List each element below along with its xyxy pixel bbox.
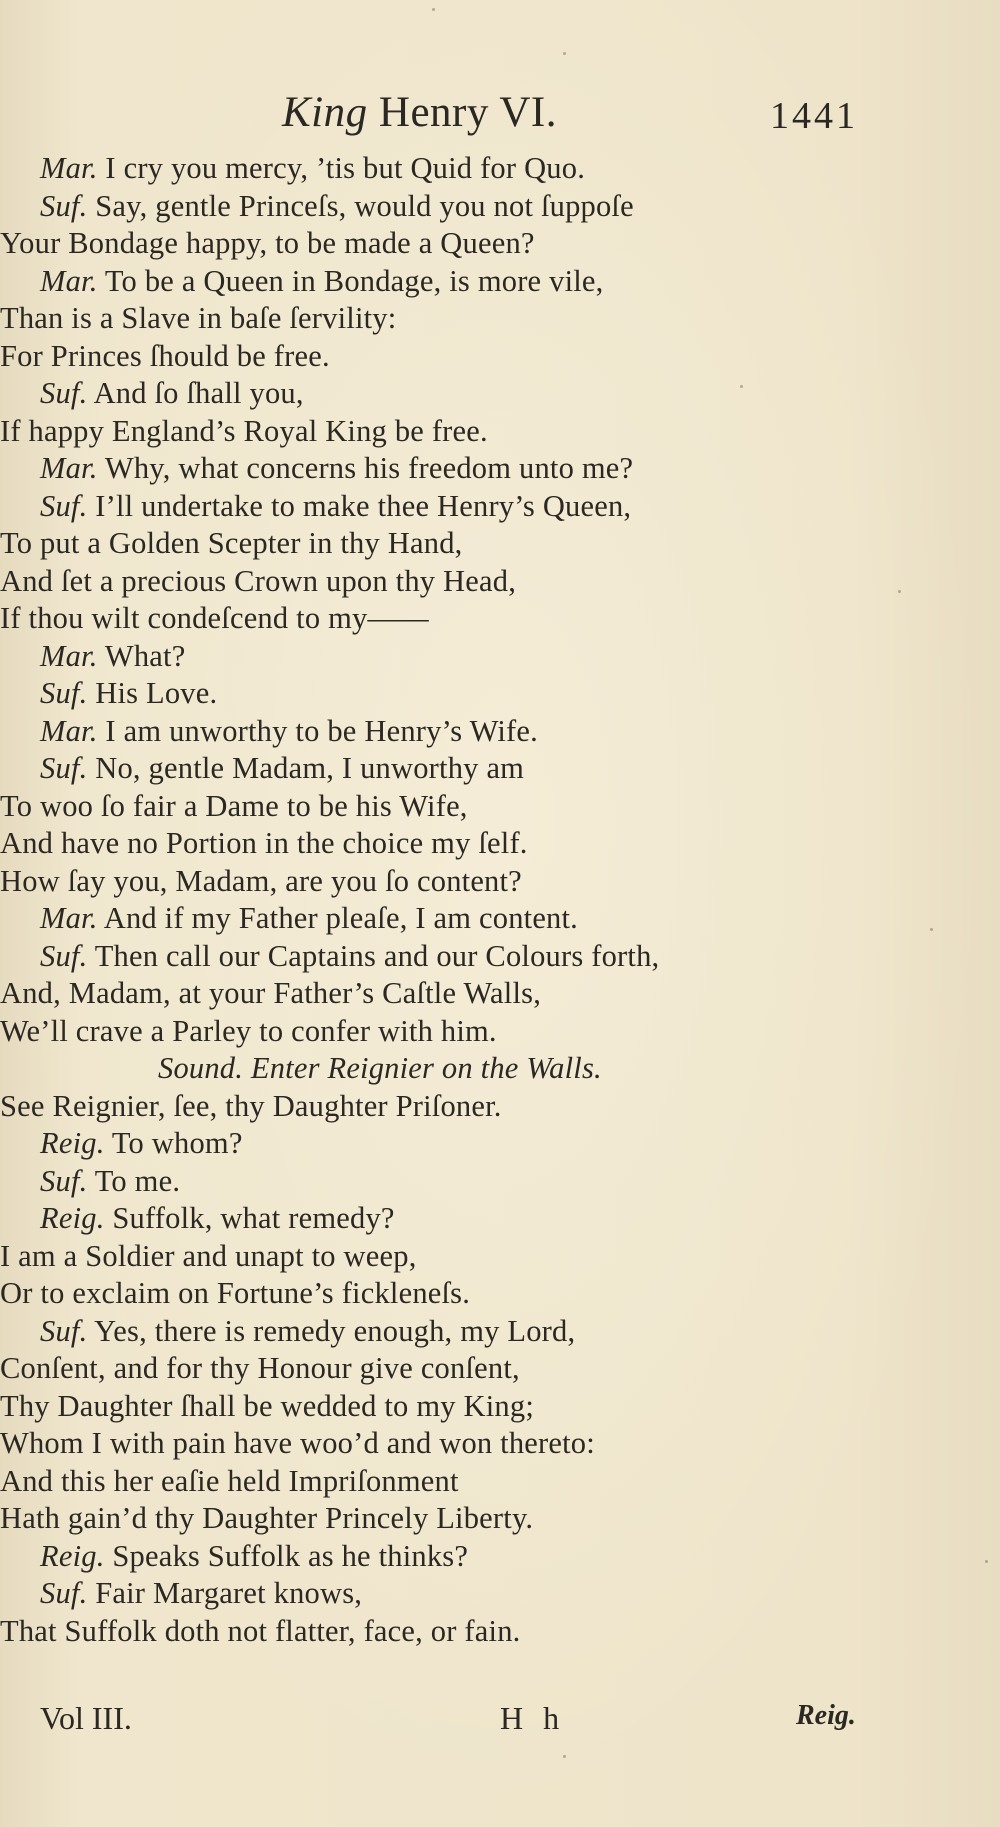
- line-text: Whom I with pain have woo’d and won thereto:: [0, 1426, 595, 1460]
- verse-line: [0, 1613, 1000, 1651]
- signature-mark: H h: [500, 1700, 566, 1736]
- verse-line: [0, 675, 1000, 713]
- line-text: Speaks Suffolk as he thinks?: [112, 1538, 469, 1573]
- line-text: To put a Golden Scepter in thy Hand,: [0, 526, 463, 560]
- line-text: Hath gain’d thy Daughter Princely Liberty.: [0, 1501, 534, 1535]
- verse-line: [0, 975, 1000, 1013]
- verse-line: [0, 825, 1000, 863]
- verse-line: [0, 1200, 1000, 1238]
- line-text: Then call our Captains and our Colours forth,: [94, 938, 660, 973]
- speaker-prefix: Suf.: [40, 1313, 88, 1348]
- line-text: To whom?: [111, 1126, 243, 1160]
- speaker-prefix: Suf.: [40, 1163, 88, 1198]
- verse-line: [0, 900, 1000, 938]
- line-text: How ſay you, Madam, are you ſo content?: [0, 863, 522, 898]
- line-text: Sound. Enter Reignier on the Walls.: [158, 1051, 602, 1085]
- line-text: Thy Daughter ſhall be wedded to my King;: [0, 1388, 535, 1423]
- line-text: Why, what concerns his freedom unto me?: [104, 451, 634, 485]
- speaker-prefix: Mar.: [40, 263, 98, 298]
- verse-line: [0, 150, 1000, 188]
- line-text: And have no Portion in the choice my ſelf.: [0, 826, 528, 860]
- verse-line: [0, 863, 1000, 901]
- line-text: To woo ſo fair a Dame to be his Wife,: [0, 788, 468, 823]
- line-text: What?: [104, 638, 186, 673]
- page-number: 1441: [770, 95, 858, 137]
- speaker-prefix: Suf.: [40, 938, 88, 973]
- line-text: I cry you mercy, ’tis but Quid for Quo.: [105, 151, 586, 185]
- line-text: Or to exclaim on Fortune’s fickleneſs.: [0, 1276, 471, 1310]
- verse-line: [0, 1500, 1000, 1538]
- line-text: Suffolk, what remedy?: [112, 1201, 395, 1235]
- line-text: Than is a Slave in baſe ſervility:: [0, 301, 397, 335]
- verse-line: [0, 713, 1000, 751]
- verse-line: [0, 750, 1000, 788]
- verse-line: [0, 300, 1000, 338]
- running-head-title: [282, 88, 557, 137]
- verse-line: [0, 1163, 1000, 1201]
- line-text: And ſet a precious Crown upon thy Head,: [0, 563, 517, 598]
- speaker-prefix: Reig.: [40, 1201, 105, 1235]
- speaker-prefix: Mar.: [40, 151, 98, 185]
- speaker-prefix: Suf.: [40, 188, 88, 223]
- verse-line: [0, 263, 1000, 301]
- speaker-prefix: Suf.: [40, 1576, 88, 1610]
- speaker-prefix: Suf.: [40, 376, 88, 410]
- line-text: To be a Queen in Bondage, is more vile,: [104, 263, 604, 298]
- line-text: Your Bondage happy, to be made a Queen?: [0, 226, 535, 260]
- verse-line: [0, 1013, 1000, 1051]
- paper-speck: [930, 928, 933, 931]
- verse-line: [0, 525, 1000, 563]
- page-footer: [0, 1700, 1000, 1750]
- line-text: I am a Soldier and unapt to weep,: [0, 1238, 417, 1273]
- verse-line: [0, 638, 1000, 676]
- speaker-prefix: Mar.: [40, 901, 98, 935]
- line-text: Conſent, and for thy Honour give conſent,: [0, 1351, 520, 1385]
- line-text: That Suffolk doth not flatter, face, or fain.: [0, 1613, 521, 1648]
- verse-line: [0, 563, 1000, 601]
- line-text: If thou wilt condeſcend to my——: [0, 601, 429, 635]
- line-text: Fair Margaret knows,: [95, 1576, 363, 1610]
- paper-speck: [985, 1560, 988, 1563]
- verse-line: [0, 375, 1000, 413]
- verse-line: [0, 1088, 1000, 1126]
- line-text: I’ll undertake to make thee Henry’s Queen,: [95, 488, 632, 523]
- line-text: Say, gentle Princeſs, would you not ſuppoſe: [95, 188, 634, 223]
- verse-line: [0, 413, 1000, 451]
- line-text: For Princes ſhould be free.: [0, 338, 330, 373]
- line-text: No, gentle Madam, I unworthy am: [95, 751, 525, 785]
- line-text: I am unworthy to be Henry’s Wife.: [105, 713, 538, 748]
- verse-line: [0, 1125, 1000, 1163]
- stage-direction: [0, 1050, 1000, 1088]
- paper-speck: [563, 52, 566, 55]
- paper-speck: [740, 385, 743, 388]
- speaker-prefix: Reig.: [40, 1538, 105, 1573]
- speaker-prefix: Reig.: [40, 1126, 105, 1160]
- verse-line: [0, 1575, 1000, 1613]
- verse-line: [0, 1313, 1000, 1351]
- line-text: And, Madam, at your Father’s Caſtle Walls,: [0, 976, 542, 1010]
- verse-line: [0, 788, 1000, 826]
- line-text: And ſo ſhall you,: [93, 376, 304, 410]
- speaker-prefix: Suf.: [40, 751, 88, 785]
- verse-line: [0, 1350, 1000, 1388]
- line-text: His Love.: [95, 676, 218, 710]
- speaker-prefix: Suf.: [40, 676, 88, 710]
- running-head-title-italic: King: [282, 89, 368, 136]
- verse-line: [0, 600, 1000, 638]
- volume-label: Vol III.: [40, 1700, 132, 1736]
- running-head-title-rest: Henry VI.: [378, 89, 557, 136]
- verse-line: [0, 1275, 1000, 1313]
- line-text: And if my Father pleaſe, I am content.: [103, 901, 579, 935]
- paper-speck: [898, 590, 901, 593]
- verse-line: [0, 1238, 1000, 1276]
- line-text: Yes, there is remedy enough, my Lord,: [94, 1313, 576, 1348]
- line-text: We’ll crave a Parley to confer with him.: [0, 1013, 497, 1048]
- running-head: [0, 88, 1000, 144]
- line-text: And this her eaſie held Impriſonment: [0, 1463, 459, 1498]
- verse-line: [0, 188, 1000, 226]
- verse-line: [0, 1538, 1000, 1576]
- verse-line: [0, 1425, 1000, 1463]
- speaker-prefix: Suf.: [40, 488, 88, 523]
- verse-line: [0, 338, 1000, 376]
- catchword: Reig.: [796, 1700, 856, 1731]
- speaker-prefix: Mar.: [40, 451, 98, 485]
- speaker-prefix: Mar.: [40, 638, 98, 673]
- speaker-prefix: Mar.: [40, 713, 98, 748]
- paper-speck: [563, 1755, 566, 1758]
- line-text: See Reignier, ſee, thy Daughter Priſoner.: [0, 1088, 502, 1123]
- play-text: [0, 150, 1000, 1650]
- line-text: To me.: [94, 1163, 181, 1198]
- verse-line: [0, 1463, 1000, 1501]
- verse-line: [0, 938, 1000, 976]
- paper-speck: [432, 8, 435, 11]
- verse-line: [0, 225, 1000, 263]
- verse-line: [0, 488, 1000, 526]
- verse-line: [0, 1388, 1000, 1426]
- line-text: If happy England’s Royal King be free.: [0, 413, 488, 448]
- verse-line: [0, 450, 1000, 488]
